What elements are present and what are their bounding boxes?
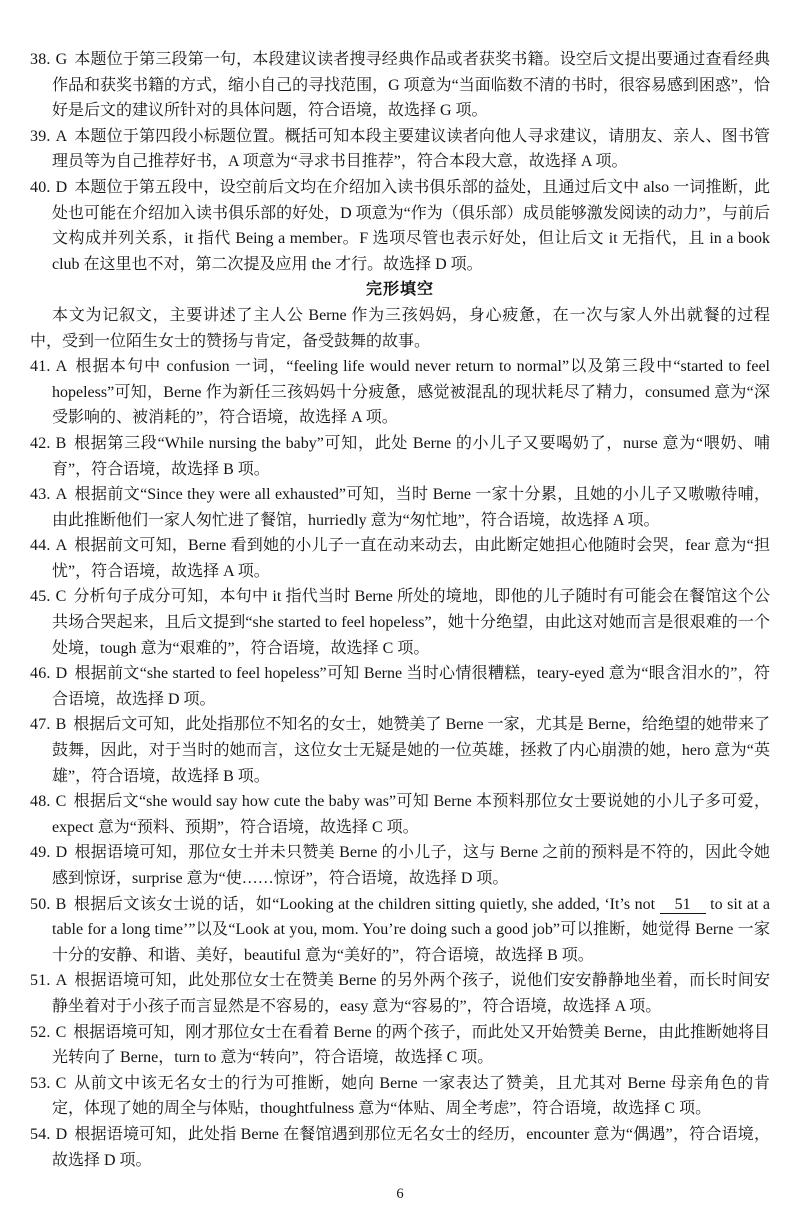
item-explanation — [52, 665, 770, 708]
item-answer: C — [55, 1074, 67, 1092]
item-explanation — [52, 128, 770, 171]
item-number: 49. — [30, 844, 51, 862]
answer-item — [30, 354, 770, 431]
item-explanation — [52, 588, 770, 656]
answer-item — [30, 1020, 770, 1071]
answer-item — [30, 175, 770, 277]
document-body — [30, 47, 770, 1173]
item-explanation — [52, 793, 770, 836]
answer-item — [30, 712, 770, 789]
item-answer: D — [55, 665, 68, 683]
item-explanation — [52, 1075, 770, 1118]
text-segment: 根据后文“she would say how cute the baby was”可知 Berne 本预料那位女士要说她的小儿子多可爱，expect 意为“预料、预期”，符合语境，故选择 C 项。 — [52, 793, 770, 836]
item-number: 42. — [30, 434, 51, 452]
item-explanation — [52, 844, 770, 887]
text-segment: 根据前文可知，Berne 看到她的小儿子一直在动来动去，由此断定她担心他随时会哭，fear 意为“担忧”，符合语境，故选择 A 项。 — [52, 537, 770, 580]
text-segment: 分析句子成分可知，本句中 it 指代当时 Berne 所处的境地，即他的儿子随时有可能会在餐馆这个公共场合哭起来，且后文提到“she started to feel hopeless”，她十分绝望，由此这对她而言是很艰难的一个处境，tough 意为“艰难的”，符合语境，故选择 C 项。 — [52, 588, 770, 657]
item-explanation — [52, 51, 770, 119]
text-segment: 根据前文“she started to feel hopeless”可知 Berne 当时心情很糟糕，teary-eyed 意为“眼含泪水的”，符合语境，故选择 D 项。 — [52, 665, 770, 708]
item-number: 47. — [30, 716, 51, 734]
item-number: 53. — [30, 1074, 51, 1092]
item-answer: A — [55, 537, 68, 555]
text-segment: 从前文中该无名女士的行为可推断，她向 Berne 一家表达了赞美，且尤其对 Berne 母亲角色的肯定，体现了她的周全与体贴，thoughtfulness 意为“体贴、周全考虑”，符合语境，故选择 C 项。 — [52, 1074, 770, 1118]
answer-item — [30, 1122, 770, 1173]
text-segment: 本题位于第五段中，设空前后文均在介绍加入读书俱乐部的益处，且通过后文中 also 一词推断，此处也可能在介绍加入读书俱乐部的好处，D 项意为“作为（俱乐部）成员能够激发阅读的动力”，与前后文构成并列关系，it 指代 Being a member。F 选项尽管也表示好处，但让后文 it 无指代，且 in a book club 在这里也不对，第二次提及应用 the 才行。故选择 D 项。 — [52, 178, 770, 273]
text-segment: 本题位于第四段小标题位置。概括可知本段主要建议读者向他人寻求建议，请朋友、亲人、图书管理员等为自己推荐好书，A 项意为“寻求书目推荐”，符合本段大意，故选择 A 项。 — [52, 127, 770, 171]
text-segment: to sit at a table for a long time’”以及“Look at you, mom. You’re doing such a good job”可以推断，她觉得 Berne 一家十分的安静、和谐、美好，beautiful 意为“美好的”，符合语境，故选择 B 项。 — [52, 895, 770, 964]
item-answer: G — [55, 51, 68, 68]
text-segment: 根据语境可知，此处指 Berne 在餐馆遇到那位无名女士的经历，encounter 意为“偶遇”，符合语境，故选择 D 项。 — [52, 1125, 770, 1169]
item-explanation — [52, 435, 770, 478]
item-answer: A — [55, 358, 68, 376]
item-answer: A — [55, 127, 68, 145]
item-number: 38. — [30, 51, 51, 68]
answer-item — [30, 968, 770, 1019]
item-answer: C — [55, 1023, 67, 1041]
item-number: 40. — [30, 178, 51, 196]
item-explanation — [52, 1024, 770, 1067]
section-intro: 本文为记叙文，主要讲述了主人公 Berne 作为三孩妈妈，身心疲惫，在一次与家人外出就餐的过程中，受到一位陌生女士的赞扬与肯定，备受鼓舞的故事。 — [30, 306, 770, 350]
item-answer: A — [55, 486, 68, 504]
answer-item — [30, 584, 770, 661]
item-number: 51. — [30, 972, 51, 990]
item-explanation — [52, 716, 770, 784]
answer-item — [30, 840, 770, 891]
answer-item — [30, 892, 770, 969]
item-answer: D — [55, 844, 68, 862]
item-answer: D — [55, 1125, 68, 1143]
answer-item — [30, 661, 770, 712]
item-number: 50. — [30, 895, 51, 913]
answer-item — [30, 124, 770, 175]
item-number: 45. — [30, 588, 51, 606]
item-number: 43. — [30, 486, 51, 504]
text-segment: 根据本句中 confusion 一词，“feeling life would never return to normal”以及第三段中“started to feel hopeless”可知，Berne 作为新任三孩妈妈十分疲惫，感觉被混乱的现状耗尽了精力，consumed 意为“深受影响的、被消耗的”，符合语境，故选择 A 项。 — [52, 358, 770, 427]
answer-item — [30, 533, 770, 584]
item-answer: B — [55, 716, 67, 734]
item-answer: A — [55, 972, 68, 990]
answer-item — [30, 1071, 770, 1122]
text-segment: 根据后文该女士说的话，如“Looking at the children sitting quietly, she added, ‘It’s not — [73, 895, 660, 913]
text-segment: 根据语境可知，此处那位女士在赞美 Berne 的另外两个孩子，说他们安安静静地坐着，而长时间安静坐着对于小孩子而言显然是不容易的，easy 意为“容易的”，符合语境，故选择 A 项。 — [52, 972, 770, 1015]
answer-item — [30, 789, 770, 840]
item-explanation — [52, 1126, 770, 1169]
item-number: 46. — [30, 665, 51, 683]
text-segment: 根据语境可知，那位女士并未只赞美 Berne 的小儿子，这与 Berne 之前的预料是不符的，因此令她感到惊讶，surprise 意为“使……惊讶”，符合语境，故选择 D 项。 — [52, 844, 770, 887]
text-segment: 根据前文“Since they were all exhausted”可知，当时 Berne 一家十分累，且她的小儿子又嗷嗷待哺，由此推断他们一家人匆忙进了餐馆，hurriedly 意为“匆忙地”，符合语境，故选择 A 项。 — [52, 486, 770, 529]
item-number: 52. — [30, 1023, 51, 1041]
page-number: 6 — [396, 1186, 404, 1202]
item-number: 48. — [30, 793, 51, 811]
item-answer: B — [55, 895, 67, 913]
answer-item — [30, 47, 770, 124]
item-explanation — [52, 972, 770, 1015]
item-number: 39. — [30, 127, 51, 145]
text-segment: 根据后文可知，此处指那位不知名的女士，她赞美了 Berne 一家，尤其是 Berne，给绝望的她带来了鼓舞，因此，对于当时的她而言，这位女士无疑是她的一位英雄，拯救了内心崩溃的她，hero 意为“英雄”，符合语境，故选择 B 项。 — [52, 716, 770, 785]
text-segment: 根据语境可知，刚才那位女士在看着 Berne 的两个孩子，而此处又开始赞美 Berne，由此推断她将目光转向了 Berne，turn to 意为“转向”，符合语境，故选择 C 项。 — [52, 1023, 770, 1067]
item-explanation — [52, 486, 770, 529]
section-heading: 完形填空 — [365, 281, 434, 299]
answer-item — [30, 482, 770, 533]
answer-item — [30, 431, 770, 482]
cloze-blank: 51 — [660, 896, 706, 914]
item-explanation — [52, 358, 770, 426]
item-answer: D — [55, 178, 68, 196]
item-number: 44. — [30, 537, 51, 555]
item-number: 54. — [30, 1125, 51, 1143]
item-explanation — [52, 537, 770, 580]
item-answer: B — [55, 434, 67, 452]
item-number: 41. — [30, 358, 51, 376]
item-answer: C — [55, 588, 67, 606]
item-answer: C — [55, 793, 67, 811]
item-explanation — [52, 179, 770, 273]
text-segment: 根据第三段“While nursing the baby”可知，此处 Berne 的小儿子又要喝奶了，nurse 意为“喂奶、哺育”，符合语境，故选择 B 项。 — [52, 434, 770, 478]
text-segment: 本题位于第三段第一句，本段建议读者搜寻经典作品或者获奖书籍。设空后文提出要通过查看经典作品和获奖书籍的方式，缩小自己的寻找范围，G 项意为“当面临数不清的书时，很容易感到困惑”，恰好是后文的建议所针对的具体问题，符合语境，故选择 G 项。 — [52, 51, 770, 120]
item-explanation — [52, 896, 770, 964]
